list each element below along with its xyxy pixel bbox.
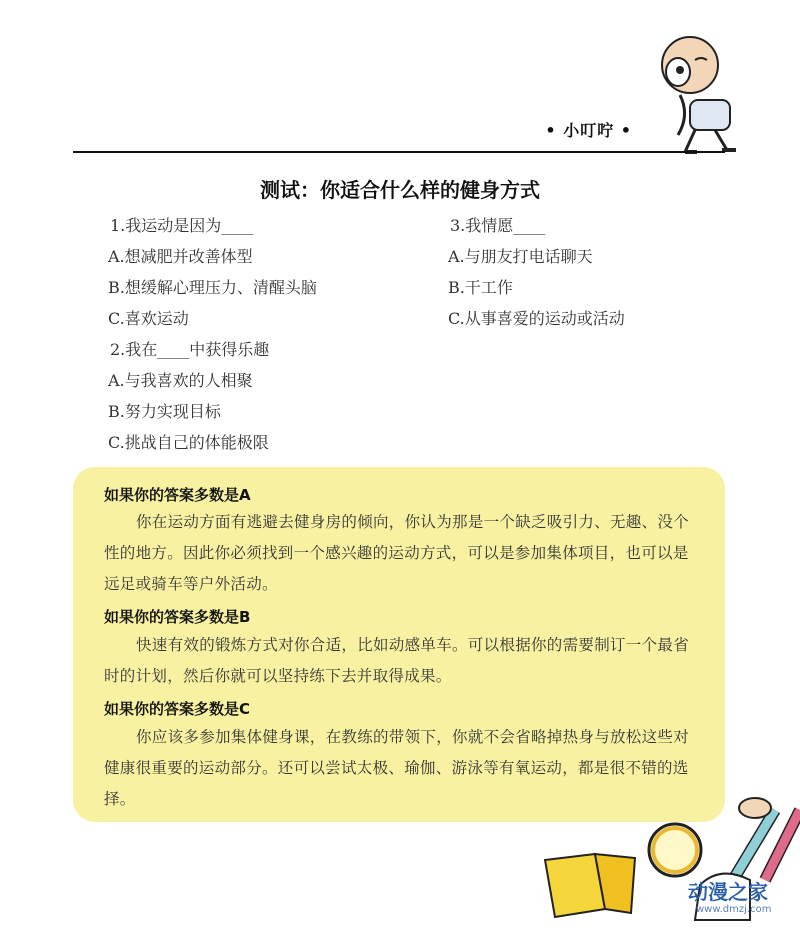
watermark-url: www.dmzj.com bbox=[696, 904, 772, 915]
question-1-option-b: B.想缓解心理压力、清醒头脑 bbox=[108, 278, 317, 297]
question-1-prompt: 1.我运动是因为____ bbox=[110, 216, 254, 235]
answer-b-text: 快速有效的锻炼方式对你合适，比如动感单车。可以根据你的需要制订一个最省时的计划，然后你就可以坚持练下去并取得成果。 bbox=[104, 636, 690, 685]
question-1-option-c: C.喜欢运动 bbox=[108, 309, 189, 328]
question-2-prompt: 2.我在____中获得乐趣 bbox=[110, 340, 270, 359]
question-2-option-c: C.挑战自己的体能极限 bbox=[108, 433, 269, 452]
answer-c-text: 你应该多参加集体健身课，在教练的带领下，你就不会省略掉热身与放松这些对健康很重要的运动部分。还可以尝试太极、瑜伽、游泳等有氧运动，都是很不错的选择。 bbox=[104, 728, 690, 808]
question-3-option-c: C.从事喜爱的运动或活动 bbox=[448, 309, 625, 328]
answer-a-heading: 如果你的答案多数是A bbox=[104, 486, 251, 504]
header-divider bbox=[73, 151, 725, 153]
question-2-option-a: A.与我喜欢的人相聚 bbox=[108, 371, 253, 390]
section-tag: • 小叮咛 • bbox=[545, 121, 632, 140]
question-3-prompt: 3.我情愿____ bbox=[450, 216, 546, 235]
question-1-option-a: A.想减肥并改善体型 bbox=[108, 247, 253, 266]
watermark-logo: 动漫之家 bbox=[688, 880, 768, 904]
question-3-option-a: A.与朋友打电话聊天 bbox=[448, 247, 593, 266]
question-3-option-b: B.干工作 bbox=[448, 278, 513, 297]
answer-c-heading: 如果你的答案多数是C bbox=[104, 700, 251, 718]
page-title: 测试：你适合什么样的健身方式 bbox=[260, 178, 540, 202]
mascot-illustration bbox=[650, 30, 740, 155]
question-2-option-b: B.努力实现目标 bbox=[108, 402, 221, 421]
answer-b-heading: 如果你的答案多数是B bbox=[104, 608, 251, 626]
answer-a-text: 你在运动方面有逃避去健身房的倾向，你认为那是一个缺乏吸引力、无趣、没个性的地方。因此你必须找到一个感兴趣的运动方式，可以是参加集体项目，也可以是远足或骑车等户外活动。 bbox=[104, 513, 690, 593]
